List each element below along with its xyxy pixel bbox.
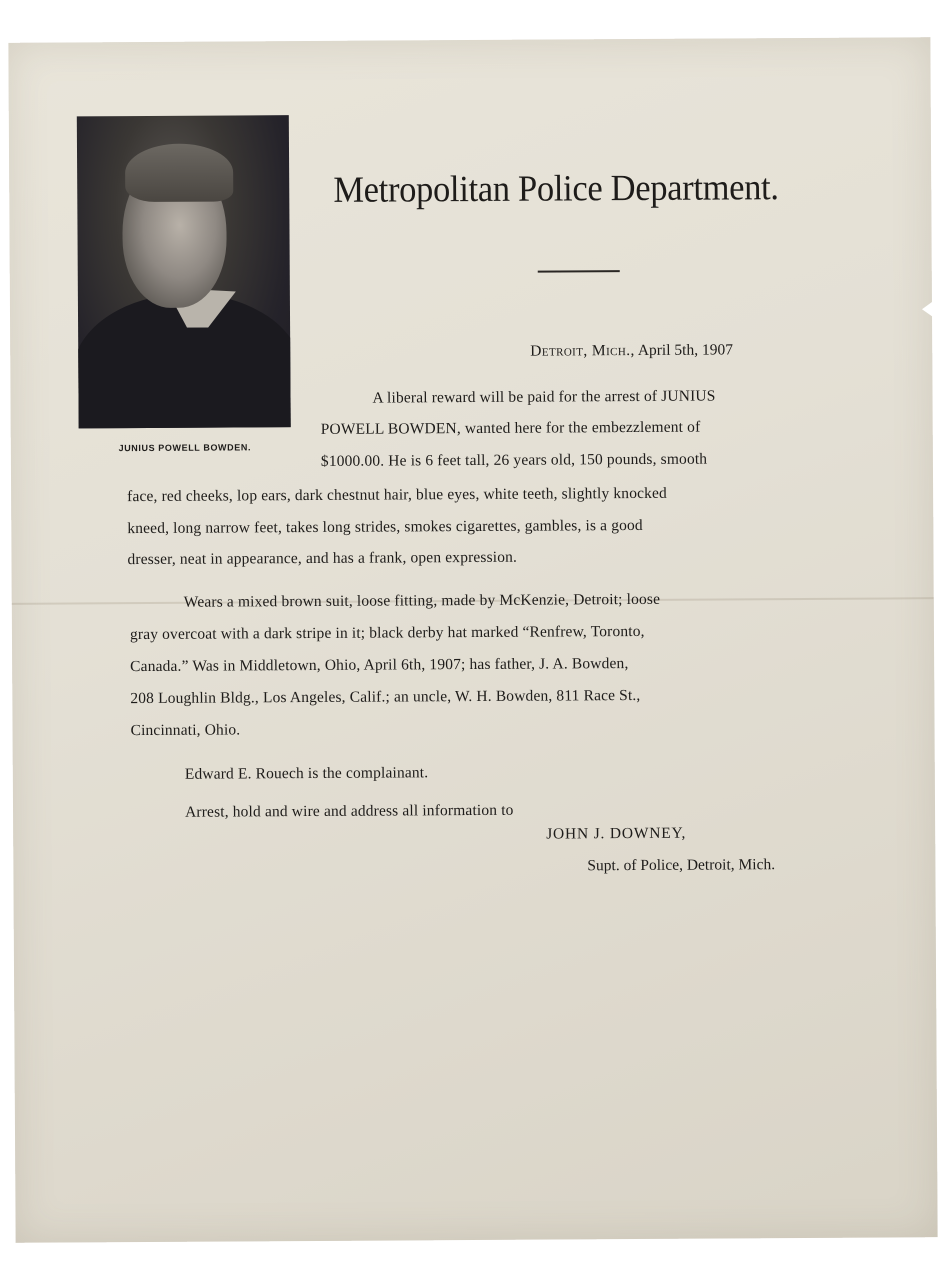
signer-title: Supt. of Police, Detroit, Mich. <box>587 856 776 875</box>
paragraph2-line-3: Canada.” Was in Middletown, Ohio, April 6th, 1907; has father, J. A. Bowden, <box>130 655 629 676</box>
paragraph1-line-5: kneed, long narrow feet, takes long strides, smokes cigarettes, gambles, is a good <box>127 516 643 538</box>
dateline-date: April 5th, 1907 <box>637 341 734 359</box>
document-title: Metropolitan Police Department. <box>333 167 779 211</box>
paragraph2-line-4: 208 Loughlin Bldg., Los Angeles, Calif.; an uncle, W. H. Bowden, 811 Race St., <box>130 686 641 708</box>
complainant-line: Edward E. Rouech is the complainant. <box>184 764 429 783</box>
paper-tear <box>922 299 936 319</box>
paragraph1-line-2: POWELL BOWDEN, wanted here for the embezzlement of <box>320 418 701 438</box>
signer-name: JOHN J. DOWNEY, <box>546 824 687 843</box>
title-divider <box>538 270 620 273</box>
wanted-notice-page <box>8 37 937 1243</box>
photo-caption: JUNIUS POWELL BOWDEN. <box>118 442 252 454</box>
paragraph1-line-6: dresser, neat in appearance, and has a frank, open expression. <box>127 548 518 569</box>
dateline-place: Detroit, Mich., <box>530 342 635 360</box>
instruction-line: Arrest, hold and wire and address all information to <box>184 801 514 821</box>
paragraph1-line-1: A liberal reward will be paid for the arrest of JUNIUS <box>372 387 716 407</box>
paragraph2-line-1: Wears a mixed brown suit, loose fitting, made by McKenzie, Detroit; loose <box>183 590 661 611</box>
dateline <box>530 341 733 360</box>
paragraph1-line-4: face, red cheeks, lop ears, dark chestnut hair, blue eyes, white teeth, slightly knocked <box>127 484 667 506</box>
paragraph1-line-3: $1000.00. He is 6 feet tall, 26 years old, 150 pounds, smooth <box>320 450 708 470</box>
paragraph2-line-5: Cincinnati, Ohio. <box>130 721 241 740</box>
paragraph2-line-2: gray overcoat with a dark stripe in it; black derby hat marked “Renfrew, Toronto, <box>129 622 645 644</box>
portrait-photo-icon <box>77 115 291 428</box>
